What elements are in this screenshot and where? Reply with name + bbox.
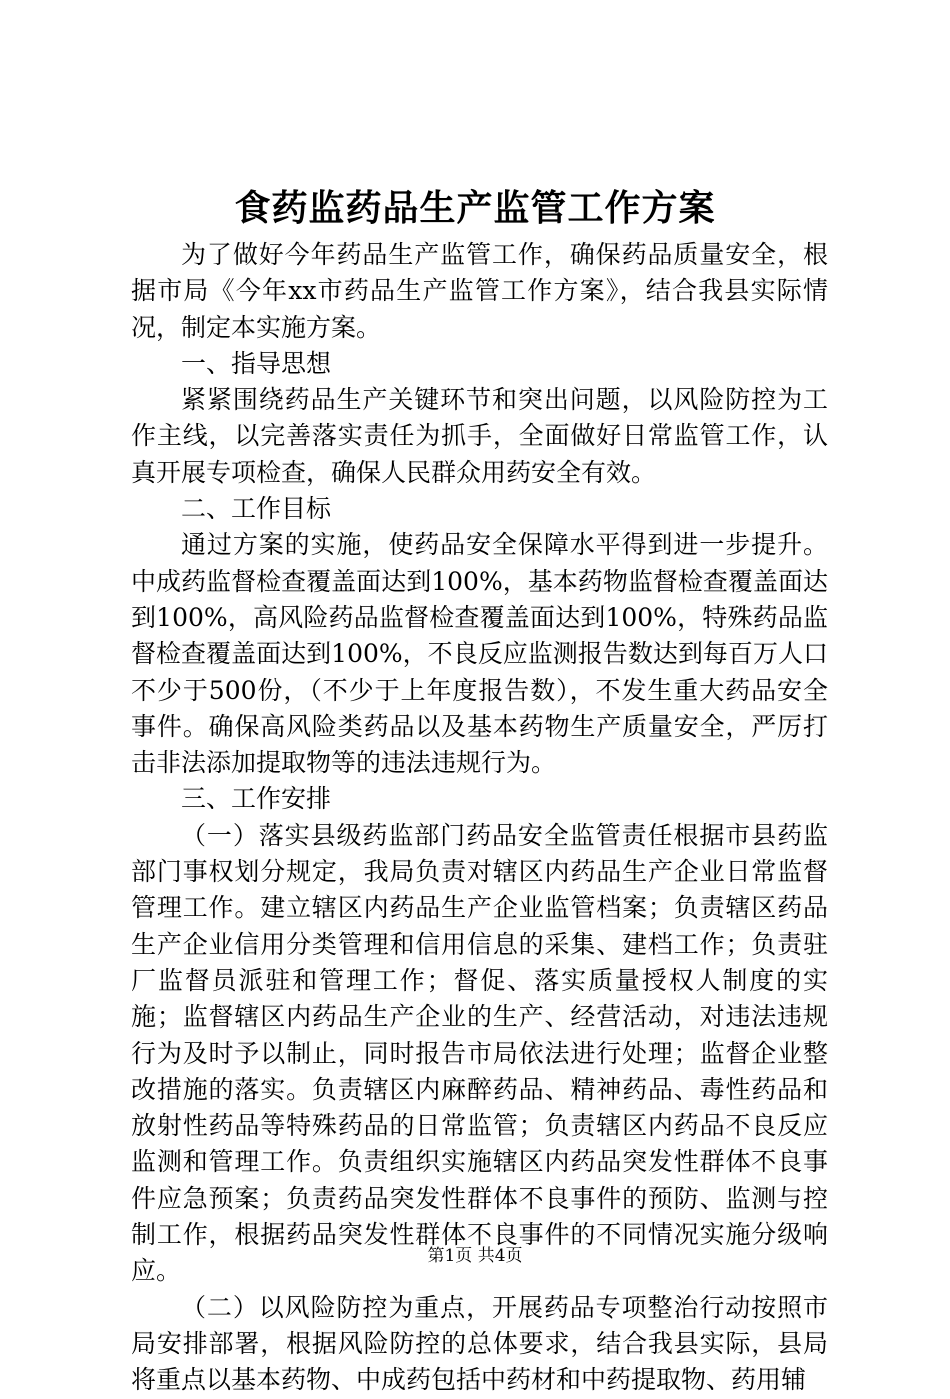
section-heading-work-arrangement: 三、工作安排 <box>181 784 332 814</box>
section-paragraph-work-goals: 通过方案的实施，使药品安全保障水平得到进一步提升。中成药监督检查覆盖面达到100%，基本药物监督检查覆盖面达到100%，高风险药品监督检查覆盖面达到100%，特殊药品监督检查覆盖面达到100%，不良反应监测报告数达到每百万人口不少于500份，（不少于上年度报告数），不发生重大药品安全事件。确保高风险类药品以及基本药物生产质量安全，严厉打击非法添加提取物等的违法违规行为。 <box>131 530 828 778</box>
section-paragraph-arrangement-item-2: （二）以风险防控为重点，开展药品专项整治行动按照市局安排部署，根据风险防控的总体要求，结合我县实际，县局将重点以基本药物、中成药包括中药材和中药提取物、药用辅 <box>131 1292 828 1395</box>
section-heading-guiding-ideology: 一、指导思想 <box>181 348 332 378</box>
page-footer: 第1页 共4页 <box>427 1246 523 1266</box>
document-body <box>131 237 828 1399</box>
section-paragraph-arrangement-item-1: （一）落实县级药监部门药品安全监管责任根据市县药监部门事权划分规定，我局负责对辖区内药品生产企业日常监督管理工作。建立辖区内药品生产企业监管档案；负责辖区药品生产企业信用分类管理和信用信息的采集、建档工作；负责驻厂监督员派驻和管理工作；督促、落实质量授权人制度的实施；监督辖区内药品生产企业的生产、经营活动，对违法违规行为及时予以制止，同时报告市局依法进行处理；监督企业整改措施的落实。负责辖区内麻醉药品、精神药品、毒性药品和放射性药品等特殊药品的日常监管；负责辖区内药品不良反应监测和管理工作。负责组织实施辖区内药品突发性群体不良事件应急预案；负责药品突发性群体不良事件的预防、监测与控制工作，根据药品突发性群体不良事件的不同情况实施分级响应。 <box>131 820 828 1286</box>
document-title: 食药监药品生产监管工作方案 <box>234 187 716 229</box>
section-paragraph-guiding-ideology: 紧紧围绕药品生产关键环节和突出问题，以风险防控为工作主线，以完善落实责任为抓手，全面做好日常监管工作，认真开展专项检查，确保人民群众用药安全有效。 <box>131 385 828 487</box>
section-heading-work-goals: 二、工作目标 <box>181 494 332 524</box>
intro-paragraph: 为了做好今年药品生产监管工作，确保药品质量安全，根据市局《今年xx市药品生产监管工作方案》，结合我县实际情况，制定本实施方案。 <box>131 240 828 342</box>
